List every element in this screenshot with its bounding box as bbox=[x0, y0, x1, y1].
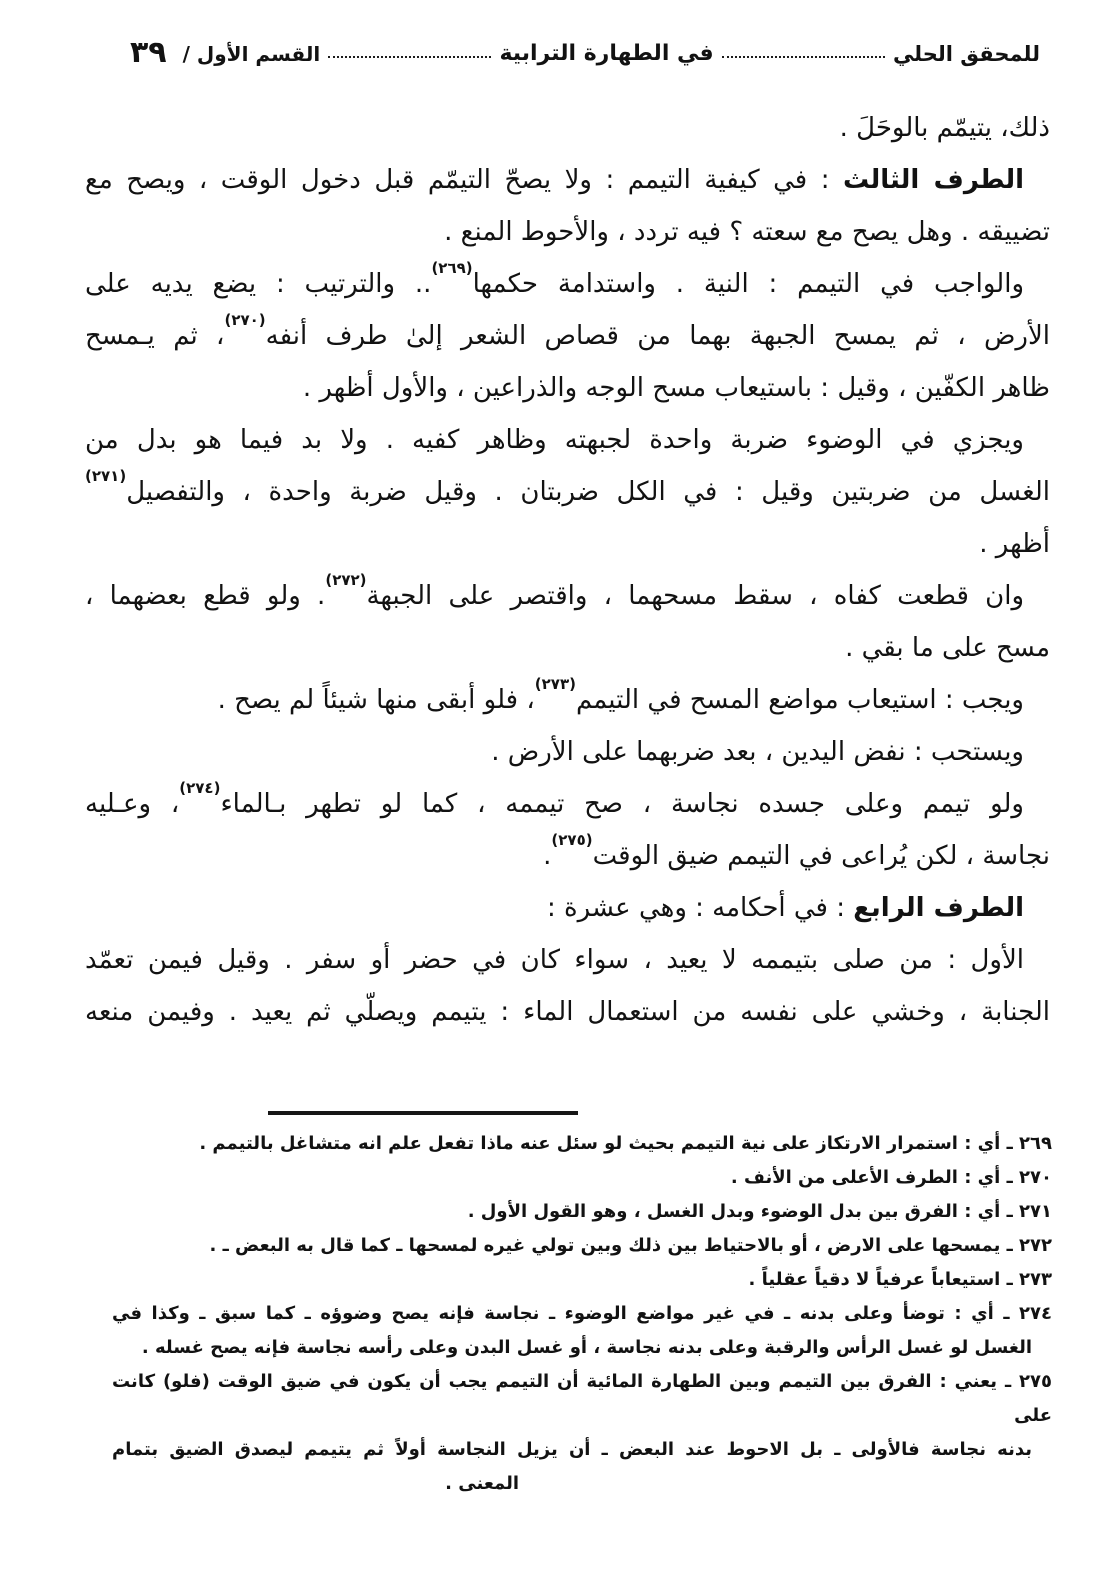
body-text-segment: : في كيفية التيمم : ولا يصحّ التيمّم قبل دخول الوقت ، ويصح مع bbox=[85, 165, 843, 195]
footnote-line: ٢٧٣ ـ استيعاباً عرفياً لا دقياً عقلياً . bbox=[748, 1269, 1052, 1290]
header-author: للمحقق الحلي bbox=[892, 42, 1040, 66]
body-text-segment: .. والترتيب : يضع يديه على bbox=[85, 269, 432, 299]
body-text bbox=[85, 102, 1050, 1038]
body-text-segment: ذلك، يتيمّم بالوحَلَ . bbox=[839, 113, 1050, 143]
footnote-273 bbox=[112, 1263, 1052, 1297]
dotted-leader-icon bbox=[328, 56, 491, 58]
body-text-segment: أظهر . bbox=[979, 529, 1050, 559]
body-line bbox=[85, 674, 1050, 726]
body-text-segment: الأرض ، ثم يمسح الجبهة بهما من قصاص الشعر إلىٰ طرف أنفه bbox=[265, 321, 1051, 351]
footnote-line: ٢٧٤ ـ أي : توضأ وعلى بدنه ـ في غير مواضع الوضوء ـ نجاسة فإنه يصح وضوؤه ـ كما سبق ـ وكذا في bbox=[112, 1303, 1052, 1324]
body-line bbox=[85, 570, 1050, 622]
body-text-segment: الغسل من ضربتين وقيل : في الكل ضربتان . وقيل ضربة واحدة ، والتفصيل bbox=[126, 477, 1050, 507]
body-text-segment: . bbox=[543, 841, 552, 871]
footnote-269 bbox=[112, 1127, 1052, 1161]
footnote-ref: (٢٧٣) bbox=[534, 675, 576, 694]
body-text-segment: مسح على ما بقي . bbox=[845, 633, 1050, 663]
footnote-ref: (٢٧٠) bbox=[224, 311, 266, 330]
body-text-segment: الجنابة ، وخشي على نفسه من استعمال الماء : يتيمم ويصلّي ثم يعيد . وفيمن منعه bbox=[85, 997, 1050, 1027]
body-line bbox=[85, 934, 1050, 986]
body-text-segment: ولو تيمم وعلى جسده نجاسة ، صح تيممه ، كما لو تطهر بـالماء bbox=[220, 789, 1024, 819]
body-text-segment: والواجب في التيمم : النية . واستدامة حكمها bbox=[472, 269, 1024, 299]
body-text-segment: . ولو قطع بعضهما ، bbox=[85, 581, 326, 611]
body-line bbox=[85, 362, 1050, 414]
body-text-segment: ويجب : استيعاب مواضع المسح في التيمم bbox=[575, 685, 1024, 715]
page-header bbox=[130, 35, 1040, 70]
header-section-label: القسم الأول / bbox=[182, 42, 321, 66]
footnote-separator bbox=[268, 1111, 578, 1115]
footnote-ref: (٢٦٩) bbox=[431, 259, 473, 278]
body-line bbox=[85, 986, 1050, 1038]
body-text-segment: الطرف الثالث bbox=[842, 165, 1024, 195]
body-text-segment: وان قطعت كفاه ، سقط مسحهما ، واقتصر على الجبهة bbox=[366, 581, 1024, 611]
body-line bbox=[85, 206, 1050, 258]
body-text-segment: نجاسة ، لكن يُراعى في التيمم ضيق الوقت bbox=[592, 841, 1050, 871]
body-line bbox=[85, 518, 1050, 570]
header-chapter-title: في الطهارة الترابية bbox=[499, 41, 714, 66]
footnote-line: ٢٧٥ ـ يعني : الفرق بين التيمم وبين الطهارة المائية أن التيمم يجب أن يكون في ضيق الوقت (فلو) كانت على bbox=[112, 1371, 1052, 1426]
footnote-275 bbox=[112, 1365, 1052, 1501]
body-text-segment: ، فلو أبقى منها شيئاً لم يصح . bbox=[217, 685, 535, 715]
footnote-line: ٢٧١ ـ أي : الفرق بين بدل الوضوء وبدل الغسل ، وهو القول الأول . bbox=[467, 1201, 1052, 1222]
body-line bbox=[85, 778, 1050, 830]
body-line bbox=[85, 414, 1050, 466]
body-text-segment: ويستحب : نفض اليدين ، بعد ضربهما على الأرض . bbox=[491, 737, 1024, 767]
body-text-segment: ويجزي في الوضوء ضربة واحدة لجبهته وظاهر كفيه . ولا بد فيما هو بدل من bbox=[85, 425, 1024, 455]
body-text-segment: الأول : من صلى بتيممه لا يعيد ، سواء كان في حضر أو سفر . وقيل فيمن تعمّد bbox=[85, 945, 1024, 975]
body-line bbox=[85, 466, 1050, 518]
body-line bbox=[85, 622, 1050, 674]
body-line bbox=[85, 154, 1050, 206]
footnote-ref: (٢٧٥) bbox=[551, 831, 593, 850]
footnote-line: ٢٧٠ ـ أي : الطرف الأعلى من الأنف . bbox=[730, 1167, 1052, 1188]
footnote-line: ٢٦٩ ـ أي : استمرار الارتكاز على نية التيمم بحيث لو سئل عنه ماذا تفعل علم انه متشاغل بالتيمم . bbox=[199, 1133, 1052, 1154]
footnotes bbox=[112, 1127, 1052, 1501]
footnote-274 bbox=[112, 1297, 1052, 1365]
footnote-ref: (٢٧٢) bbox=[325, 571, 367, 590]
footnote-271 bbox=[112, 1195, 1052, 1229]
body-text-segment: ظاهر الكفّين ، وقيل : باستيعاب مسح الوجه والذراعين ، والأول أظهر . bbox=[302, 373, 1050, 403]
footnote-ref: (٢٧١) bbox=[85, 467, 127, 486]
page-number: ٣٩ bbox=[130, 35, 167, 70]
body-line bbox=[85, 102, 1050, 154]
body-line bbox=[85, 258, 1050, 310]
footnote-line: الغسل لو غسل الرأس والرقبة وعلى بدنه نجاسة ، أو غسل البدن وعلى رأسه نجاسة فإنه يصح غسله . bbox=[141, 1337, 1032, 1358]
footnote-line: ٢٧٢ ـ يمسحها على الارض ، أو بالاحتياط بين ذلك وبين تولي غيره لمسحها ـ كما قال به البعض ـ . bbox=[209, 1235, 1052, 1256]
body-text-segment: : في أحكامه : وهي عشرة : bbox=[546, 893, 854, 923]
footnote-line: المعنى . bbox=[445, 1473, 519, 1494]
body-line bbox=[85, 882, 1050, 934]
footnote-272 bbox=[112, 1229, 1052, 1263]
footnote-line: بدنه نجاسة فالأولى ـ بل الاحوط عند البعض ـ أن يزيل النجاسة أولاً ثم يتيمم ليصدق الضيق بتمام bbox=[112, 1439, 1032, 1460]
body-line bbox=[85, 830, 1050, 882]
body-line bbox=[85, 726, 1050, 778]
body-line bbox=[85, 310, 1050, 362]
footnote-270 bbox=[112, 1161, 1052, 1195]
body-text-segment: ، ثم يـمسح bbox=[85, 321, 225, 351]
body-text-segment: ، وعـليه bbox=[85, 789, 180, 819]
body-text-segment: الطرف الرابع bbox=[853, 893, 1024, 923]
dotted-leader-icon bbox=[722, 56, 885, 58]
footnote-ref: (٢٧٤) bbox=[179, 779, 221, 798]
body-text-segment: تضييقه . وهل يصح مع سعته ؟ فيه تردد ، والأحوط المنع . bbox=[444, 217, 1050, 247]
